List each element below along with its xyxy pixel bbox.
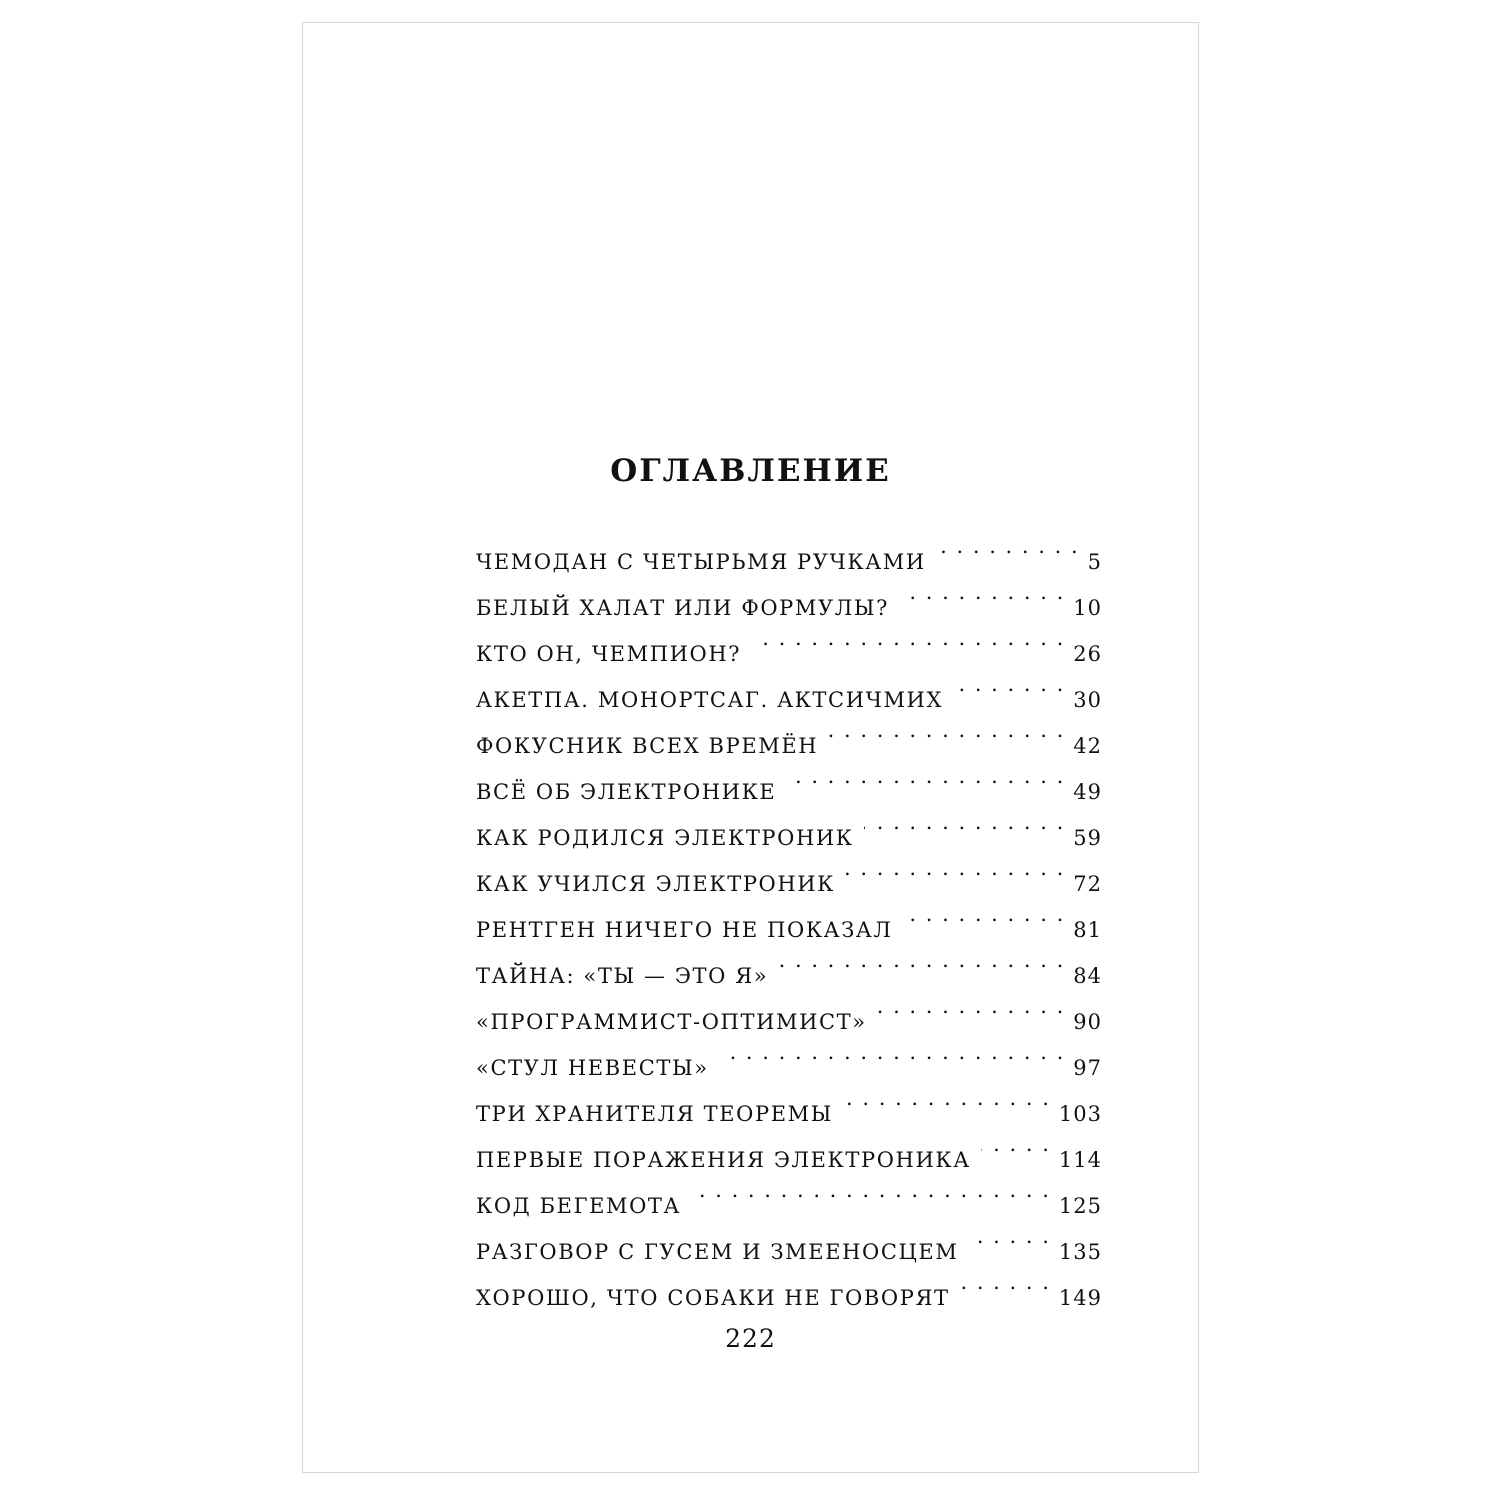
toc-entry-page: 26: [1073, 642, 1102, 666]
toc-entry-page: 72: [1073, 872, 1102, 896]
toc-leader-dots: [843, 1075, 1049, 1121]
toc-leader-dots: [899, 569, 1063, 615]
toc-entry-title: ВСЁ ОБ ЭЛЕКТРОНИКЕ: [476, 780, 777, 804]
toc-leader-dots: [786, 753, 1063, 799]
toc-entry-page: 114: [1058, 1148, 1102, 1172]
page-number: 222: [725, 1324, 776, 1353]
toc-entry-title: КОД БЕГЕМОТА: [476, 1194, 682, 1218]
toc-entry-title: «ПРОГРАММИСТ-ОПТИМИСТ»: [476, 1010, 867, 1034]
toc-entry-title: ТРИ ХРАНИТЕЛЯ ТЕОРЕМЫ: [476, 1102, 834, 1126]
toc-leader-dots: [960, 1259, 1049, 1305]
toc-entry: [476, 523, 1102, 574]
toc-entry-page: 81: [1073, 918, 1102, 942]
toc-leader-dots: [845, 845, 1063, 891]
toc-leader-dots: [691, 1167, 1049, 1213]
toc-leader-dots: [903, 891, 1064, 937]
toc-leader-dots: [953, 661, 1063, 707]
toc-leader-dots: [936, 523, 1078, 569]
toc-entry-title: КАК УЧИЛСЯ ЭЛЕКТРОНИК: [476, 872, 836, 896]
toc-entry-title: КАК РОДИЛСЯ ЭЛЕКТРОНИК: [476, 826, 854, 850]
toc-entry-page: 42: [1073, 734, 1102, 758]
toc-leader-dots: [968, 1213, 1048, 1259]
toc-entry-title: РЕНТГЕН НИЧЕГО НЕ ПОКАЗАЛ: [476, 918, 893, 942]
toc-entry-title: РАЗГОВОР С ГУСЕМ И ЗМЕЕНОСЦЕМ: [476, 1240, 959, 1264]
toc-leader-dots: [877, 983, 1064, 1029]
toc-entry-title: БЕЛЫЙ ХАЛАТ ИЛИ ФОРМУЛЫ?: [476, 596, 890, 620]
toc-entry-page: 49: [1073, 780, 1102, 804]
toc-leader-dots: [864, 799, 1064, 845]
toc-entry-page: 125: [1058, 1194, 1102, 1218]
toc-leader-dots: [778, 937, 1063, 983]
toc-entry-page: 135: [1058, 1240, 1102, 1264]
toc-entry-page: 103: [1058, 1102, 1102, 1126]
toc-title: ОГЛАВЛЕНИЕ: [610, 453, 891, 489]
toc-list: [476, 523, 1102, 1310]
toc-entry-page: 149: [1058, 1286, 1102, 1310]
toc-leader-dots: [719, 1029, 1064, 1075]
toc-entry-title: ХОРОШО, ЧТО СОБАКИ НЕ ГОВОРЯТ: [476, 1286, 950, 1310]
book-page: [302, 22, 1199, 1473]
toc-entry-page: 30: [1073, 688, 1102, 712]
toc-entry-title: АКЕТПА. МОНОРТСАГ. АКТСИЧМИХ: [476, 688, 944, 712]
toc-entry-title: ЧЕМОДАН С ЧЕТЫРЬМЯ РУЧКАМИ: [476, 550, 926, 574]
toc-entry-title: ПЕРВЫЕ ПОРАЖЕНИЯ ЭЛЕКТРОНИКА: [476, 1148, 971, 1172]
toc-entry-title: КТО ОН, ЧЕМПИОН?: [476, 642, 742, 666]
toc-entry-title: ФОКУСНИК ВСЕХ ВРЕМЁН: [476, 734, 819, 758]
toc-leader-dots: [981, 1121, 1049, 1167]
toc-leader-dots: [751, 615, 1063, 661]
toc-entry-page: 84: [1073, 964, 1102, 988]
toc-entry-page: 97: [1073, 1056, 1102, 1080]
toc-entry-page: 10: [1073, 596, 1102, 620]
toc-entry-page: 59: [1073, 826, 1102, 850]
toc-entry-page: 5: [1087, 550, 1102, 574]
toc-entry-title: «СТУЛ НЕВЕСТЫ»: [476, 1056, 709, 1080]
toc-leader-dots: [828, 707, 1063, 753]
toc-entry-title: ТАЙНА: «ТЫ — ЭТО Я»: [476, 964, 769, 988]
toc-entry-page: 90: [1073, 1010, 1102, 1034]
